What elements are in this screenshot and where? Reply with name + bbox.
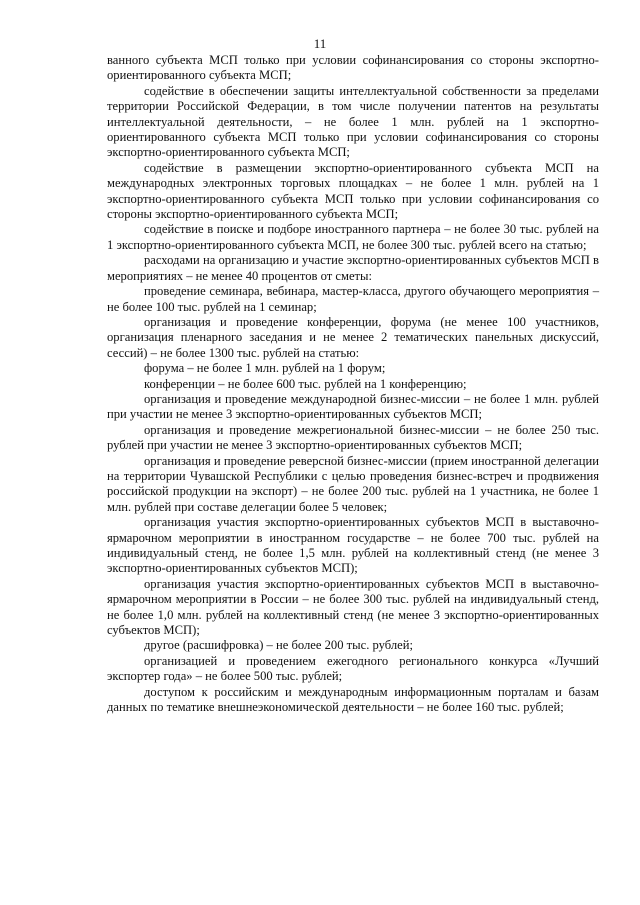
paragraph-events-expenses: расходами на организацию и участие экспортно-ориентированных субъектов МСП в мероприятиях – не менее 40 процентов от сметы: xyxy=(107,253,599,283)
paragraph-interregional-mission: организация и проведение межрегиональной бизнес-миссии – не более 250 тыс. рублей при участии не менее 3 экспортно-ориентированных субъектов МСП; xyxy=(107,422,599,453)
paragraph-continuation: ванного субъекта МСП только при условии софинансирования со стороны экспортно-ориентированного субъекта МСП; xyxy=(107,53,599,83)
paragraph-international-mission: организация и проведение международной бизнес-миссии – не более 1 млн. рублей при участии не менее 3 экспортно-ориентированных субъектов МСП; xyxy=(107,391,599,422)
page-number: 11 xyxy=(313,36,327,51)
paragraph-marketplaces: содействие в размещении экспортно-ориентированного субъекта МСП на международных электронных торговых площадках – не более 1 млн. рублей на 1 экспортно-ориентированного субъекта МСП только при условии софинансирования со стороны экспортно-ориентированного субъекта МСП; xyxy=(107,160,599,222)
paragraph-reverse-mission: организация и проведение реверсной бизнес-миссии (прием иностранной делегации на территории Чувашской Республики с целью проведения бизнес-встреч и продвижения российской продукции на экспорт) – не более 200 тыс. рублей на 1 участника, не более 1 млн. рублей при составе делегации более 5 человек; xyxy=(107,453,599,514)
paragraph-other: другое (расшифровка) – не более 200 тыс. рублей; xyxy=(144,638,413,653)
paragraph-contest: организацией и проведением ежегодного регионального конкурса «Лучший экспортер года» – не более 500 тыс. рублей; xyxy=(107,653,599,684)
paragraph-conference-forum: организация и проведение конференции, форума (не менее 100 участников, организация пленарного заседания и не менее 2 тематических панельных дискуссий, сессий) – не более 1300 тыс. рублей на статью: xyxy=(107,314,599,360)
paragraph-partner-search: содействие в поиске и подборе иностранного партнера – не более 30 тыс. рублей на 1 экспортно-ориентированного субъекта МСП, не более 300 тыс. рублей всего на статью; xyxy=(107,222,599,252)
paragraph-ip-protection: содействие в обеспечении защиты интеллектуальной собственности за пределами территории Российской Федерации, в том числе получении патентов на результаты интеллектуальной деятельности, – не более 1 млн. рублей на 1 экспортно-ориентированного субъекта МСП только при условии софинансирования со стороны экспортно-ориентированного субъекта МСП; xyxy=(107,83,599,160)
paragraph-conference: конференции – не более 600 тыс. рублей на 1 конференцию; xyxy=(144,376,467,391)
paragraph-seminar: проведение семинара, вебинара, мастер-класса, другого обучающего мероприятия – не более 100 тыс. рублей на 1 семинар; xyxy=(107,284,599,314)
document-body xyxy=(107,53,599,715)
paragraph-exhibition-abroad: организация участия экспортно-ориентированных субъектов МСП в выставочно-ярмарочном мероприятии в иностранном государстве – не более 700 тыс. рублей на индивидуальный стенд, не более 1,5 млн. рублей на коллективный стенд (не менее 3 экспортно-ориентированных субъектов МСП); xyxy=(107,515,599,576)
paragraph-exhibition-russia: организация участия экспортно-ориентированных субъектов МСП в выставочно-ярмарочном мероприятии в России – не более 300 тыс. рублей на индивидуальный стенд, не более 1,0 млн. рублей на коллективный стенд (не менее 3 экспортно-ориентированных субъектов МСП); xyxy=(107,576,599,638)
paragraph-forum: форума – не более 1 млн. рублей на 1 форум; xyxy=(144,361,386,376)
paragraph-databases: доступом к российским и международным информационным порталам и базам данных по тематике внешнеэкономической деятельности – не более 160 тыс. рублей; xyxy=(107,684,599,715)
